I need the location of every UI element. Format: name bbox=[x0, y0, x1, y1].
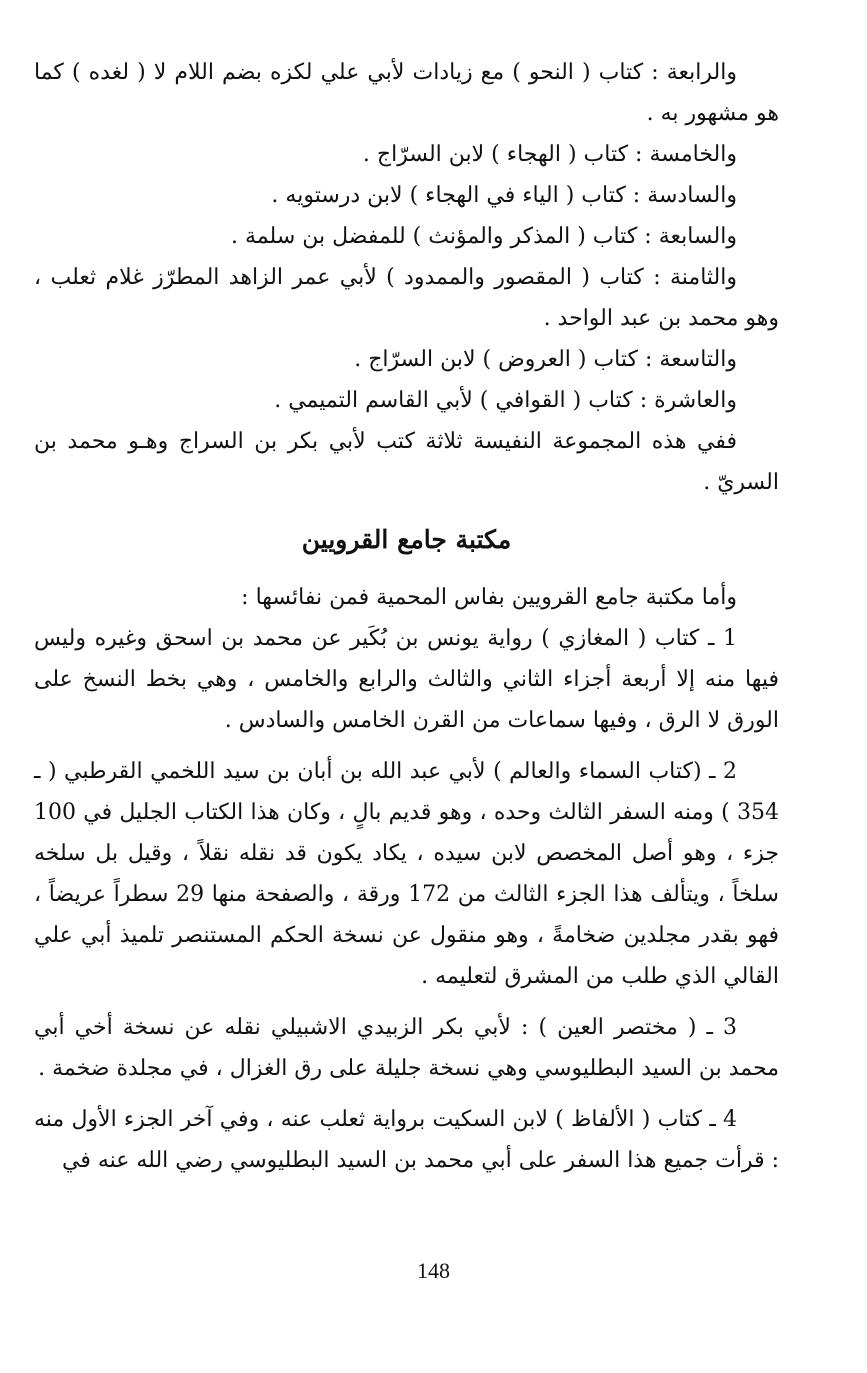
section-intro: وأما مكتبة جامع القرويين بفاس المحمية فمن نفائسها : bbox=[241, 585, 737, 610]
book-page bbox=[34, 52, 779, 1181]
page-number: 148 bbox=[417, 1258, 450, 1283]
list-item-seventh: والسابعة : كتاب ( المذكر والمؤنث ) للمفضل بن سلمة . bbox=[231, 224, 737, 249]
list-item-sixth: والسادسة : كتاب ( الياء في الهجاء ) لابن درستويه . bbox=[271, 183, 737, 208]
manuscript-entry-1: 1 ـ كتاب ( المغازي ) رواية يونس بن بُكَير عن محمد بن اسحق وغيره وليس فيها منه إلا أربعة أجزاء الثاني والثالث والرابع والخامس ، وهي بخط النسخ على الورق لا الرق ، وفيها سماعات من القرن الخامس والسادس . bbox=[34, 626, 779, 733]
list-item-ninth: والتاسعة : كتاب ( العروض ) لابن السرّاج . bbox=[354, 347, 737, 372]
list-item-fourth: والرابعة : كتاب ( النحو ) مع زيادات لأبي علي لكزه بضم اللام لا ( لغده ) كما هو مشهور به . bbox=[34, 60, 779, 126]
manuscript-entry-4: 4 ـ كتاب ( الألفاظ ) لابن السكيت برواية ثعلب عنه ، وفي آخر الجزء الأول منه : قرأت جميع هذا السفر على أبي محمد بن السيد البطليوسي رضي الله عنه في bbox=[34, 1107, 779, 1173]
list-item-eighth: والثامنة : كتاب ( المقصور والممدود ) لأبي عمر الزاهد المطرّز غلام ثعلب ، وهو محمد بن عبد الواحد . bbox=[34, 265, 779, 331]
list-item-tenth: والعاشرة : كتاب ( القوافي ) لأبي القاسم التميمي . bbox=[274, 388, 737, 413]
section-heading: مكتبة جامع القرويين bbox=[301, 525, 512, 554]
manuscript-entry-2: 2 ـ (كتاب السماء والعالم ) لأبي عبد الله بن أبان بن سيد اللخمي القرطبي ( ـ 354 ) ومنه السفر الثالث وحده ، وهو قديم بالٍ ، وكان هذا الكتاب الجليل في 100 جزء ، وهو أصل المخصص لابن سيده ، يكاد يكون قد نقله نقلاً ، وقيل بل سلخه سلخاً ، ويتألف هذا الجزء الثالث من 172 ورقة ، والصفحة منها 29 سطراً عريضاً ، فهو بقدر مجلدين ضخامةً ، وهو منقول عن نسخة الحكم المستنصر تلميذ أبي علي القالي الذي طلب من المشرق لتعليمه . bbox=[34, 759, 779, 989]
list-item-fifth: والخامسة : كتاب ( الهجاء ) لابن السرّاج . bbox=[362, 142, 737, 167]
manuscript-entry-3: 3 ـ ( مختصر العين ) : لأبي بكر الزبيدي الاشبيلي نقله عن نسخة أخي أبي محمد بن السيد البطليوسي وهي نسخة جليلة على رق الغزال ، في مجلدة ضخمة . bbox=[34, 1015, 779, 1081]
summary-paragraph: ففي هذه المجموعة النفيسة ثلاثة كتب لأبي بكر بن السراج وهـو محمد بن السريّ . bbox=[34, 429, 779, 495]
